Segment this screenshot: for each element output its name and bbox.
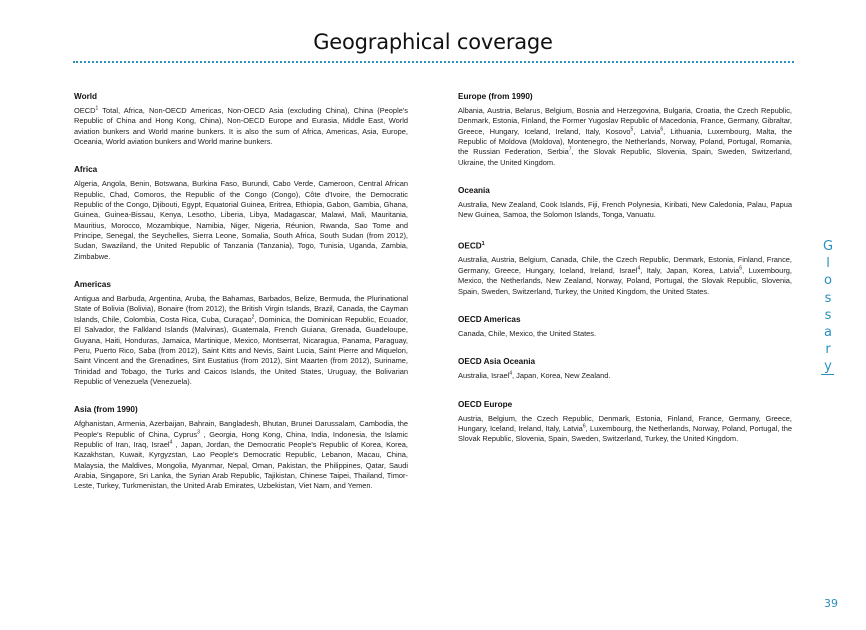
country-text: Antigua and Barbuda, Argentina, Aruba, the Bahamas, Barbados, Belize, Bermuda, the Plurinational State of Bolivia (Bolivia), Bonaire (from 2012), the British Virgin Islands, Brazil, Canada, the Cayman Islands, Chile, Colombia, Costa Rica, Cuba, Curaçao: [74, 294, 408, 324]
country-text: Algeria, Angola, Benin, Botswana, Burkina Faso, Burundi, Cabo Verde, Cameroon, Central African Republic, Chad, Comoros, the Republic of the Congo (Congo), Côte d'Ivoire, the Democratic Republic of the Congo, Djibouti, Egypt, Equatorial Guinea, Eritrea, Ethiopia, Gabon, Gambia, Ghana, Guinea, Guinea-Bissau, Kenya, Lesotho, Liberia, Libya, Madagascar, Malawi, Mali, Mauritania, Mauritius, Morocco, Mozambique, Namibia, Niger, Nigeria, Réunion, Rwanda, Sao Tome and Principe, Senegal, the Seychelles, Sierra Leone, Somalia, South Africa, South Sudan (from 2012), Sudan, Swaziland, the United Republic of Tanzania (Tanzania), Togo, Tunisia, Uganda, Zambia, Zimbabwe.: [74, 179, 408, 261]
region-country-list: [458, 329, 792, 339]
region-section-oecd-americas: [458, 315, 792, 339]
region-title-text: Africa: [74, 165, 98, 175]
footnote-marker: 4: [509, 370, 513, 377]
country-text: , Japan, Jordan, the Democratic People's Republic of Korea, Korea, Kazakhstan, Kuwait, Kyrgyzstan, Lao People's Democratic Republic, Lebanon, Macau, China, Malaysia, the Maldives, Mongolia, Myanmar, Nepal, Oman, Pakistan, the Philippines, Qatar, Saudi Arabia, Singapore, Sri Lanka, the Syrian Arab Republic, Tajikistan, Chinese Taipei, Thailand, Timor-Leste, Turkey, Turkmenistan, the United Arab Emirates, Uzbekistan, Viet Nam, and Yemen.: [74, 439, 408, 491]
footnote-marker: 2: [251, 314, 255, 321]
region-section-world: [74, 92, 408, 147]
region-country-list: [458, 255, 792, 296]
region-title: [458, 315, 792, 325]
country-text: Total, Africa, Non-OECD Americas, Non-OECD Asia (excluding China), China (People's Republic of China and Hong Kong, China), Non-OECD Europe and Eurasia, Middle East, World aviation bunkers and World marine bunkers. It is also the sum of Africa, Americas, Asia, Europe, Oceania, World aviation bunkers and World marine bunkers.: [74, 106, 408, 147]
region-title-text: OECD: [458, 241, 482, 251]
footnote-marker: 3: [197, 429, 200, 436]
region-title: [74, 92, 408, 102]
title-divider: [73, 61, 794, 63]
region-title: [458, 400, 792, 410]
footnote-marker: 5: [630, 126, 634, 133]
footnote-marker: 7: [568, 146, 572, 153]
country-text: , Italy, Japan, Korea, Latvia: [640, 265, 740, 275]
side-tab-letter: l: [826, 256, 830, 272]
country-text: Albania, Austria, Belarus, Belgium, Bosnia and Herzegovina, Bulgaria, Croatia, the Czech Republic, Denmark, Estonia, Finland, the Former Yugoslav Republic of Macedonia, France, Germany, Gibraltar, Greece, Hungary, Iceland, Ireland, Italy, Kosovo: [458, 106, 792, 136]
side-tab-letter: G: [822, 239, 834, 254]
region-title-text: Oceania: [458, 186, 490, 196]
right-column: [458, 92, 792, 463]
region-country-list: [458, 106, 792, 168]
region-section-oecd-asia-oceania: [458, 357, 792, 381]
footnote-marker: 4: [169, 439, 173, 446]
country-text: Canada, Chile, Mexico, the United States.: [458, 328, 597, 338]
region-country-list: [458, 414, 792, 445]
side-tab-letter: o: [824, 273, 832, 289]
footnote-marker: 6: [582, 423, 586, 430]
region-section-oecd-europe: [458, 400, 792, 445]
country-text: , Japan, Korea, New Zealand.: [512, 371, 611, 381]
country-text: Australia, Israel: [458, 371, 510, 381]
region-country-list: [458, 371, 792, 381]
country-text: , Latvia: [633, 126, 661, 136]
left-column: [74, 92, 408, 510]
page-number: 39: [824, 597, 838, 610]
region-title-text: OECD Europe: [458, 399, 513, 409]
region-title: [458, 186, 792, 196]
country-text: Austria, Belgium, the Czech Republic, Denmark, Estonia, Finland, France, Germany, Greece, Hungary, Iceland, Ireland, Italy, Latvia: [458, 413, 792, 433]
region-section-oecd: [458, 239, 792, 297]
region-title: [458, 92, 792, 102]
country-text: , Georgia, Hong Kong, China, India, Indonesia, the Islamic Republic of Iran, Iraq, Israel: [74, 429, 409, 449]
region-title-text: Asia (from 1990): [74, 405, 138, 415]
country-text: , the Slovak Republic, Slovenia, Spain, Sweden, Switzerland, Ukraine, the United Kingdom.: [458, 147, 792, 167]
country-text: , Lithuania, Luxembourg, Malta, the Republic of Moldova (Moldova), Montenegro, the Netherlands, Norway, Poland, Portugal, Romania, the Russian Federation, Serbia: [458, 126, 792, 157]
region-section-europe-from-1990: [458, 92, 792, 168]
footnote-marker: 1: [481, 240, 485, 247]
glossary-side-tab[interactable]: [821, 238, 835, 376]
page-title: Geographical coverage: [313, 30, 553, 54]
region-title-text: World: [74, 92, 98, 101]
region-title-text: OECD Americas: [458, 314, 521, 324]
side-tab-letter: r: [825, 342, 831, 358]
region-title: [74, 165, 408, 175]
country-text: , Luxembourg, the Netherlands, Norway, Poland, Portugal, the Slovak Republic, Slovenia, Spain, Sweden, Switzerland, Turkey, the United Kingdom.: [458, 423, 792, 444]
region-title: [458, 357, 792, 367]
region-section-africa: [74, 165, 408, 262]
side-tab-letter: y: [824, 359, 832, 375]
footnote-marker: 4: [637, 265, 641, 272]
region-title: [74, 405, 408, 415]
region-section-oceania: [458, 186, 792, 221]
footnote-marker: 6: [660, 126, 664, 133]
side-tab-underline: [821, 374, 834, 375]
country-text: OECD: [74, 106, 96, 115]
region-title: [74, 280, 408, 290]
region-country-list: [74, 106, 408, 147]
footnote-marker: 1: [95, 105, 99, 112]
region-title-text: Europe (from 1990): [458, 92, 533, 101]
footnote-marker: 6: [739, 265, 743, 272]
country-text: Afghanistan, Armenia, Azerbaijan, Bahrain, Bangladesh, Bhutan, Brunei Darussalam, Cambodia, the People's Republic of China, Cyprus: [74, 419, 408, 439]
country-text: Australia, Austria, Belgium, Canada, Chile, the Czech Republic, Denmark, Estonia, Finland, France, Germany, Greece, Hungary, Iceland, Ireland, Israel: [458, 255, 792, 275]
country-text: , Luxembourg, Mexico, the Netherlands, New Zealand, Norway, Poland, Portugal, the Slovak Republic, Slovenia, Spain, Sweden, Switzerland, Turkey, the United Kingdom, the United States.: [458, 265, 792, 296]
region-section-asia-from-1990: [74, 405, 408, 491]
region-country-list: [74, 294, 408, 387]
region-title-text: Americas: [74, 280, 111, 290]
side-tab-letter: s: [824, 290, 832, 306]
side-tab-letter: s: [824, 307, 832, 323]
country-text: , Dominica, the Dominican Republic, Ecuador, El Salvador, the Falkland Islands (Malvinas), Guatemala, French Guiana, Grenada, Guadeloupe, Guyana, Haiti, Honduras, Jamaica, Martinique, Mexico, Montserrat, Nicaragua, Panama, Paraguay, Peru, Puerto Rico, Saba (from 2012), Saint Kitts and Nevis, Saint Lucia, Saint Pierre and Miquelon, Saint Vincent and the Grenadines, Sint Eustatius (from 2012), Sint Maarten (from 2012), Suriname, Trinidad and Tobago, the Turks and Caicos Islands, the United States, Uruguay, the Bolivarian Republic of Venezuela (Venezuela).: [74, 314, 408, 386]
region-title: [458, 239, 792, 252]
side-tab-letter: a: [824, 325, 832, 341]
region-country-list: [74, 419, 408, 491]
region-country-list: [74, 179, 408, 262]
country-text: Australia, New Zealand, Cook Islands, Fiji, French Polynesia, Kiribati, New Caledonia, Palau, Papua New Guinea, Samoa, the Solomon Islands, Tonga, Vanuatu.: [458, 200, 792, 220]
region-country-list: [458, 200, 792, 221]
region-section-americas: [74, 280, 408, 387]
region-title-text: OECD Asia Oceania: [458, 357, 536, 367]
